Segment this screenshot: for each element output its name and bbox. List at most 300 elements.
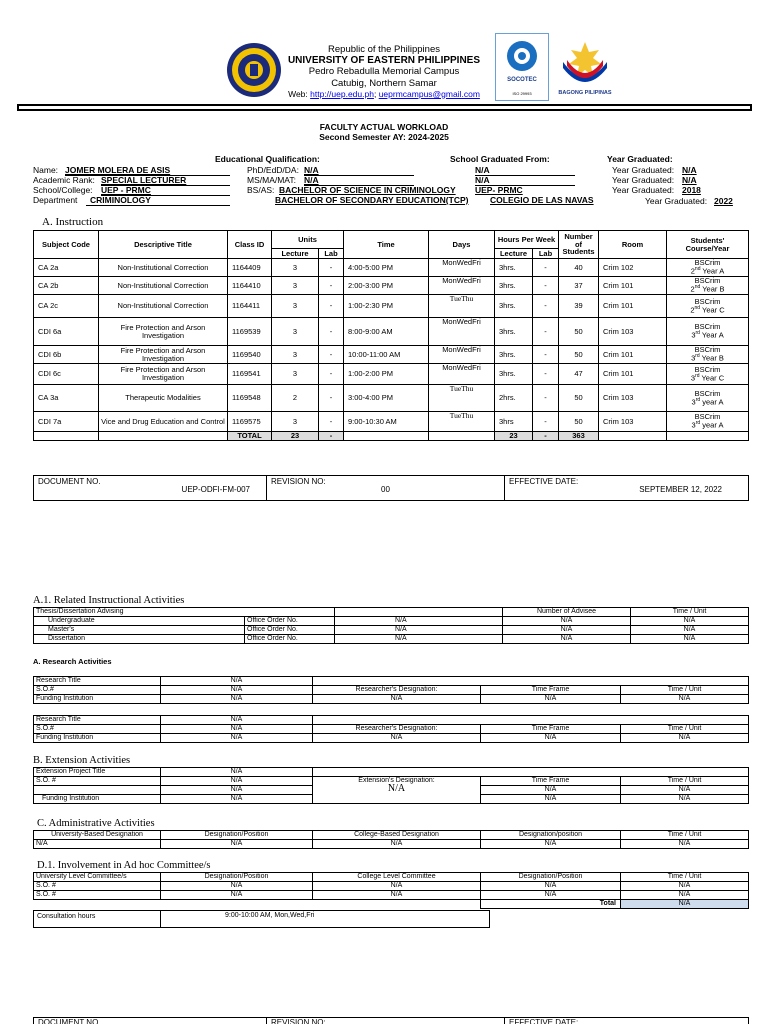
research-so-label: S.O.# (34, 686, 161, 695)
form-title (0, 122, 768, 142)
adhoc-table (33, 872, 749, 909)
admin-college-value: N/A (313, 840, 481, 849)
col-hours-lecture: Lecture (495, 249, 533, 259)
extension-table (33, 767, 749, 804)
subject-code: CDI 6a (34, 318, 99, 346)
room: Crim 101 (599, 346, 667, 364)
adhoc-col-time: Time / Unit (621, 873, 749, 882)
bs-year: 2018 (682, 185, 701, 195)
total-hours-lab: - (533, 432, 559, 441)
instruction-row (34, 318, 749, 346)
time: 3:00-4:00 PM (344, 385, 429, 412)
rev-label-2: REVISION NO: (267, 1018, 505, 1024)
year-number: 3 (691, 330, 696, 340)
adhoc-col-position-2: Designation/Position (481, 873, 621, 882)
year-number: 3 (691, 353, 696, 363)
related-label: Master's (34, 626, 245, 635)
research-time-unit-label: Time / Unit (621, 686, 749, 695)
ms-label: MS/MA/MAT: (247, 175, 296, 185)
col-room: Room (599, 231, 667, 259)
related-table (33, 607, 749, 644)
research-funding-label: Funding Institution (34, 734, 161, 743)
related-col-advisee: Number of Advisee (503, 608, 631, 617)
related-col-thesis: Thesis/Dissertation Advising (34, 608, 335, 617)
extension-time-frame-label: Time Frame (481, 777, 621, 786)
related-label: Dissertation (34, 635, 245, 644)
bs-year-label: Year Graduated: (612, 185, 675, 195)
admin-col-university: University-Based Designation (34, 831, 161, 840)
bse-value: BACHELOR OF SECONDARY EDUCATION(TCP) (275, 195, 469, 205)
hours-lecture: 2hrs. (495, 385, 533, 412)
course-year (667, 318, 749, 346)
office-order-value: N/A (335, 626, 503, 635)
adhoc-time-value-b: N/A (621, 891, 749, 900)
name-value: JOMER MOLERA DE ASIS (65, 165, 230, 176)
admin-col-position-2: Designation/position (481, 831, 621, 840)
campus-location: Catubig, Northern Samar (331, 77, 437, 89)
course-year (667, 277, 749, 295)
adhoc-position-value: N/A (161, 882, 313, 891)
admin-heading: C. Administrative Activities (37, 818, 155, 829)
course-name: BSCrim (694, 388, 721, 398)
units-lecture: 2 (272, 385, 319, 412)
class-id: 1169541 (228, 364, 272, 385)
descriptive-title: Fire Protection and Arson Investigation (99, 364, 228, 385)
advisee-value: N/A (503, 617, 631, 626)
office-order-label: Office Order No. (245, 617, 335, 626)
year-section: Year B (700, 284, 725, 294)
course-year (667, 412, 749, 432)
time: 1:00-2:00 PM (344, 364, 429, 385)
adhoc-total-value: N/A (621, 900, 749, 909)
students-count: 50 (559, 346, 599, 364)
iso-label: ISO 29993 (512, 91, 532, 96)
research-title-label: Research Title (34, 677, 161, 686)
year-number: 2 (690, 305, 695, 315)
total-units-lab: - (319, 432, 344, 441)
adhoc-total-label: Total (481, 900, 621, 909)
research-so-value: N/A (161, 686, 313, 695)
extension-so-label: S.O. # (34, 777, 161, 786)
researcher-designation-value: N/A (313, 734, 481, 743)
adhoc-college-value-b: N/A (313, 891, 481, 900)
instruction-row (34, 295, 749, 318)
research-so-label: S.O.# (34, 725, 161, 734)
year-suffix: nd (694, 266, 701, 273)
web-label: Web: (288, 88, 308, 99)
room: Crim 101 (599, 277, 667, 295)
adhoc-position-value-2: N/A (481, 882, 621, 891)
research-so-value: N/A (161, 725, 313, 734)
advisee-value: N/A (503, 626, 631, 635)
time: 2:00-3:00 PM (344, 277, 429, 295)
days: MonWedFri (429, 364, 495, 385)
phd-value: N/A (304, 165, 414, 176)
time: 4:00-5:00 PM (344, 259, 429, 277)
col-hours: Hours Per Week (495, 231, 559, 249)
extension-designation-cell (313, 777, 481, 804)
adhoc-position-value-2b: N/A (481, 891, 621, 900)
instruction-row (34, 259, 749, 277)
extension-time-frame-value-2: N/A (481, 795, 621, 804)
doc-no-label: DOCUMENT NO. (38, 477, 101, 486)
year-number: 3 (691, 397, 696, 407)
year-number: 3 (691, 420, 696, 430)
bagong-label: BAGONG PILIPINAS (558, 90, 612, 96)
year-section: year A (700, 397, 724, 407)
web-line: Web: http://uep.edu.ph; ueprmcampus@gmail.com (288, 88, 480, 99)
days: MonWedFri (429, 259, 495, 277)
ms-school: N/A (475, 175, 575, 186)
hours-lab: - (533, 385, 559, 412)
researcher-designation-value: N/A (313, 695, 481, 704)
course-name: BSCrim (694, 345, 721, 355)
year-suffix: nd (694, 284, 701, 291)
adhoc-so-label: S.O. # (34, 882, 161, 891)
related-label: Undergraduate (34, 617, 245, 626)
total-hours: 23 (495, 432, 533, 441)
units-lab: - (319, 318, 344, 346)
related-row (34, 617, 749, 626)
admin-position-value-2: N/A (481, 840, 621, 849)
doc-no-value: UEP-ODFI-FM-007 (181, 485, 250, 495)
office-order-label: Office Order No. (245, 635, 335, 644)
units-lecture: 3 (272, 412, 319, 432)
consultation-value: 9:00-10:00 AM, Mon,Wed,Fri (161, 911, 490, 928)
time-unit-value: N/A (631, 617, 749, 626)
research-time-frame-value: N/A (481, 734, 621, 743)
days: TueThu (429, 412, 495, 432)
extension-so-value-2: N/A (161, 786, 313, 795)
department-label: Department (33, 195, 78, 205)
year-section: Year A (700, 266, 725, 276)
admin-col-time: Time / Unit (621, 831, 749, 840)
units-lab: - (319, 364, 344, 385)
units-lecture: 3 (272, 364, 319, 385)
descriptive-title: Therapeutic Modalities (99, 385, 228, 412)
days: MonWedFri (429, 277, 495, 295)
research-heading: A. Research Activities (33, 657, 112, 666)
related-heading: A.1. Related Instructional Activities (33, 595, 185, 606)
title-line-1: FACULTY ACTUAL WORKLOAD (319, 122, 449, 132)
year-suffix: nd (694, 304, 701, 311)
class-id: 1164410 (228, 277, 272, 295)
subject-code: CA 2b (34, 277, 99, 295)
students-count: 39 (559, 295, 599, 318)
research-title-value: N/A (161, 716, 313, 725)
phd-school: N/A (475, 165, 575, 176)
ms-value: N/A (304, 175, 414, 186)
class-id: 1169575 (228, 412, 272, 432)
research-funding-value: N/A (161, 695, 313, 704)
col-course: Students' Course/Year (667, 231, 749, 259)
room: Crim 103 (599, 385, 667, 412)
extension-title-value: N/A (161, 768, 313, 777)
year-section: Year C (700, 305, 725, 315)
total-row (34, 432, 749, 441)
related-row (34, 626, 749, 635)
admin-col-position: Designation/Position (161, 831, 313, 840)
researcher-designation-label: Researcher's Designation: (313, 725, 481, 734)
phd-year-label: Year Graduated: (612, 165, 675, 175)
title-line-2: Second Semester AY: 2024-2025 (319, 132, 449, 142)
bse-year-label: Year Graduated: (645, 196, 708, 206)
doc-no-label-2: DOCUMENT NO. (34, 1018, 267, 1024)
phd-label: PhD/EdD/DA: (247, 165, 299, 175)
hours-lecture: 3hrs. (495, 259, 533, 277)
extension-so-value: N/A (161, 777, 313, 786)
course-year (667, 259, 749, 277)
hours-lab: - (533, 259, 559, 277)
hours-lab: - (533, 277, 559, 295)
descriptive-title: Fire Protection and Arson Investigation (99, 346, 228, 364)
students-count: 50 (559, 412, 599, 432)
extension-title-label: Extension Project Title (34, 768, 161, 777)
ms-year-label: Year Graduated: (612, 175, 675, 185)
socotec-label: SOCOTEC (507, 77, 537, 83)
research-table-1 (33, 676, 749, 704)
extension-time-frame-value: N/A (481, 786, 621, 795)
header-divider (17, 104, 752, 111)
adhoc-heading: D.1. Involvement in Ad hoc Committee/s (37, 860, 211, 871)
descriptive-title: Vice and Drug Education and Control (99, 412, 228, 432)
units-lecture: 3 (272, 295, 319, 318)
units-lab: - (319, 385, 344, 412)
document-control-box-2 (33, 1017, 749, 1024)
hours-lab: - (533, 364, 559, 385)
year-suffix: rd (695, 396, 701, 403)
school-grad-heading: School Graduated From: (450, 154, 550, 164)
adhoc-time-value: N/A (621, 882, 749, 891)
bse-year: 2022 (714, 196, 733, 206)
hours-lecture: 3hrs. (495, 364, 533, 385)
campus-name: Pedro Rebadulla Memorial Campus (308, 66, 460, 78)
admin-position-value: N/A (161, 840, 313, 849)
researcher-designation-label: Researcher's Designation: (313, 686, 481, 695)
course-name: BSCrim (694, 258, 721, 268)
col-hours-lab: Lab (533, 249, 559, 259)
time: 9:00-10:30 AM (344, 412, 429, 432)
hours-lab: - (533, 295, 559, 318)
research-time-frame-label: Time Frame (481, 725, 621, 734)
students-count: 50 (559, 385, 599, 412)
subject-code: CA 2c (34, 295, 99, 318)
instruction-row (34, 412, 749, 432)
adhoc-position-value-b: N/A (161, 891, 313, 900)
year-grad-heading: Year Graduated: (607, 154, 673, 164)
course-name: BSCrim (694, 296, 721, 306)
year-suffix: rd (695, 420, 701, 427)
units-lab: - (319, 295, 344, 318)
socotec-logo (495, 33, 549, 101)
time: 10:00-11:00 AM (344, 346, 429, 364)
year-section: year A (700, 420, 724, 430)
web-link[interactable]: http://uep.edu.ph (310, 88, 374, 99)
units-lecture: 3 (272, 318, 319, 346)
hours-lecture: 3hrs. (495, 318, 533, 346)
school-college-value: UEP - PRMC (101, 185, 230, 196)
time-unit-value: N/A (631, 626, 749, 635)
office-order-value: N/A (335, 617, 503, 626)
course-year (667, 364, 749, 385)
instruction-table (33, 230, 749, 441)
header-text (270, 44, 498, 100)
related-row (34, 635, 749, 644)
consultation-label: Consultation hours (34, 911, 161, 928)
subject-code: CDI 7a (34, 412, 99, 432)
units-lab: - (319, 259, 344, 277)
col-time: Time (344, 231, 429, 259)
research-title-value: N/A (161, 677, 313, 686)
class-id: 1169548 (228, 385, 272, 412)
subject-code: CDI 6b (34, 346, 99, 364)
republic-text: Republic of the Philippines (328, 44, 440, 55)
course-name: BSCrim (694, 412, 721, 422)
subject-code: CA 3a (34, 385, 99, 412)
department-value: CRIMINOLOGY (86, 195, 230, 206)
extension-funding-value: N/A (161, 795, 313, 804)
class-id: 1169539 (228, 318, 272, 346)
col-units-lecture: Lecture (272, 249, 319, 259)
ms-year: N/A (682, 175, 697, 185)
adhoc-col-position: Designation/Position (161, 873, 313, 882)
col-class-id: Class ID (228, 231, 272, 259)
year-section: Year B (699, 353, 724, 363)
course-name: BSCrim (694, 322, 721, 332)
room: Crim 101 (599, 295, 667, 318)
hours-lecture: 3hrs (495, 412, 533, 432)
total-label: TOTAL (228, 432, 272, 441)
adhoc-college-value: N/A (313, 882, 481, 891)
units-lecture: 3 (272, 277, 319, 295)
rank-value: SPECIAL LECTURER (101, 175, 230, 186)
subject-code: CDI 6c (34, 364, 99, 385)
col-days: Days (429, 231, 495, 259)
university-name: UNIVERSITY OF EASTERN PHILIPPINES (287, 55, 481, 67)
course-year (667, 346, 749, 364)
school-college-label: School/College: (33, 185, 93, 195)
bse-school: COLEGIO DE LAS NAVAS (490, 195, 594, 205)
eff-label: EFFECTIVE DATE: (509, 477, 579, 486)
office-order-value: N/A (335, 635, 503, 644)
bs-label: BS/AS: (247, 185, 275, 195)
edu-qual-heading: Educational Qualification: (215, 154, 320, 164)
research-time-frame-label: Time Frame (481, 686, 621, 695)
days: MonWedFri (429, 346, 495, 364)
admin-university-value: N/A (34, 840, 161, 849)
time-unit-value: N/A (631, 635, 749, 644)
research-time-frame-value: N/A (481, 695, 621, 704)
course-name: BSCrim (694, 364, 721, 374)
bs-school: UEP- PRMC (475, 185, 523, 195)
days: TueThu (429, 295, 495, 318)
hours-lecture: 3hrs. (495, 277, 533, 295)
research-time-unit-value: N/A (621, 734, 749, 743)
days: MonWedFri (429, 318, 495, 346)
phd-year: N/A (682, 165, 697, 175)
research-table-2 (33, 715, 749, 743)
adhoc-col-college: College Level Committee (313, 873, 481, 882)
adhoc-col-university: University Level Committee/s (34, 873, 161, 882)
consultation-table (33, 910, 490, 928)
room: Crim 101 (599, 364, 667, 385)
research-title-label: Research Title (34, 716, 161, 725)
research-funding-value: N/A (161, 734, 313, 743)
year-section: Year C (699, 373, 725, 383)
instruction-heading: A. Instruction (42, 216, 104, 228)
admin-table (33, 830, 749, 849)
extension-designation-value: N/A (387, 783, 406, 795)
email-link[interactable]: ueprmcampus@gmail.com (378, 88, 480, 99)
advisee-value: N/A (503, 635, 631, 644)
total-units: 23 (272, 432, 319, 441)
extension-time-unit-label: Time / Unit (621, 777, 749, 786)
rev-value: 00 (381, 485, 390, 495)
related-col-time: Time / Unit (631, 608, 749, 617)
course-name: BSCrim (694, 276, 721, 286)
course-year (667, 295, 749, 318)
time: 8:00-9:00 AM (344, 318, 429, 346)
admin-col-college: College-Based Designation (313, 831, 481, 840)
extension-time-unit-value: N/A (621, 786, 749, 795)
document-control-box (33, 475, 749, 501)
descriptive-title: Fire Protection and Arson Investigation (99, 318, 228, 346)
class-id: 1164409 (228, 259, 272, 277)
course-year (667, 385, 749, 412)
hours-lecture: 3hrs. (495, 295, 533, 318)
name-label: Name: (33, 165, 59, 175)
year-suffix: rd (695, 353, 700, 360)
room: Crim 102 (599, 259, 667, 277)
hours-lab: - (533, 318, 559, 346)
eff-label-2: EFFECTIVE DATE: (505, 1018, 749, 1024)
col-units: Units (272, 231, 344, 249)
extension-time-unit-value-2: N/A (621, 795, 749, 804)
room: Crim 103 (599, 318, 667, 346)
extension-funding-label: Funding Institution (34, 795, 161, 804)
instruction-row (34, 277, 749, 295)
admin-time-value: N/A (621, 840, 749, 849)
adhoc-so-label-2: S.O. # (34, 891, 161, 900)
students-count: 47 (559, 364, 599, 385)
units-lab: - (319, 277, 344, 295)
room: Crim 103 (599, 412, 667, 432)
col-students: Number of Students (559, 231, 599, 259)
descriptive-title: Non-Institutional Correction (99, 295, 228, 318)
instruction-row (34, 346, 749, 364)
hours-lecture: 3hrs. (495, 346, 533, 364)
hours-lab: - (533, 412, 559, 432)
col-title: Descriptive Title (99, 231, 228, 259)
units-lecture: 3 (272, 259, 319, 277)
col-units-lab: Lab (319, 249, 344, 259)
students-count: 50 (559, 318, 599, 346)
research-time-unit-label: Time / Unit (621, 725, 749, 734)
office-order-label: Office Order No. (245, 626, 335, 635)
instruction-row (34, 364, 749, 385)
rev-label: REVISION NO: (271, 477, 326, 486)
instruction-row (34, 385, 749, 412)
bs-value: BACHELOR OF SCIENCE IN CRIMINOLOGY (279, 185, 456, 195)
research-funding-label: Funding Institution (34, 695, 161, 704)
students-count: 37 (559, 277, 599, 295)
total-students: 363 (559, 432, 599, 441)
class-id: 1169540 (228, 346, 272, 364)
extension-designation-label: Extension's Designation: (358, 777, 435, 784)
time: 1:00-2:30 PM (344, 295, 429, 318)
units-lecture: 3 (272, 346, 319, 364)
year-section: Year A (699, 330, 724, 340)
